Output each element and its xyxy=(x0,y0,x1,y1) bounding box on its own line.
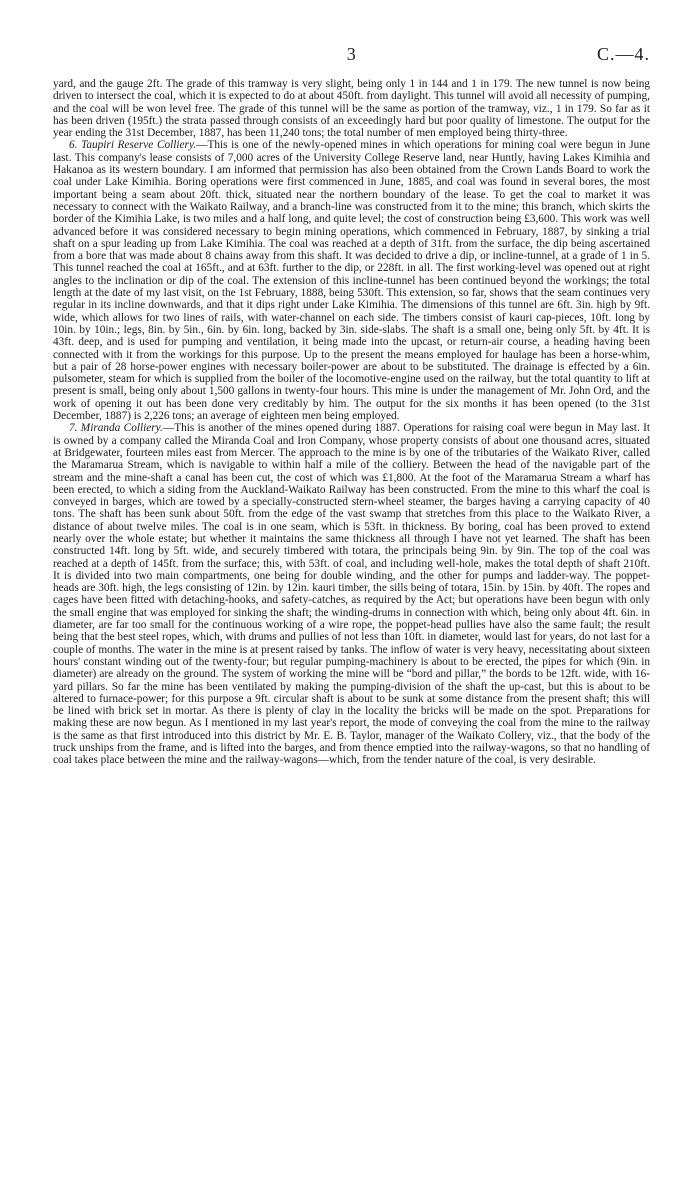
paragraph-tramway-continued xyxy=(53,78,650,139)
paragraph-text: yard, and the gauge 2ft. The grade of this tramway is very slight, being only 1 in 144 and 1 in 179. The new tunnel is now being driven to intersect the coal, which it is expected to do at about 450ft. from daylight. This tunnel will avoid all necessity of pumping, and the coal will be won level free. The grade of this tunnel will be the same as portion of the tramway, viz., 1 in 179. So far as it has been driven (195ft.) the strata passed through consists of an exceedingly hard but poor quality of limestone. The output for the year ending the 31st December, 1887, has been 11,240 tons; the total number of men employed being thirty-three. xyxy=(53,78,650,140)
page-number: 3 xyxy=(346,44,357,64)
page-header xyxy=(53,44,650,66)
paragraph-text: —This is another of the mines opened during 1887. Operations for raising coal were begun in May last. It is owned by a company called the Miranda Coal and Iron Company, whose property consists of about one thousand acres, situated at Bridgewater, fourteen miles east from Mercer. The approach to the mine is by one of the tributaries of the Waikato River, called the Maramarua Stream, which is navigable to within half a mile of the colliery. Between the head of the navigable part of the stream and the mine-shaft a canal has been cut, the cost of which was £1,800. At the foot of the Maramarua Stream a wharf has been erected, to which a siding from the Auckland-Waikato Railway has been constructed. From the mine to this wharf the coal is conveyed in barges, which are towed by a specially-constructed stern-wheel steamer, the barges having a carrying capacity of 40 tons. The shaft has been sunk about 50ft. from the edge of the vast swamp that stretches from this place to the Waikato River, a distance of about twelve miles. The coal is in one seam, which is 53ft. in thickness. By boring, coal has been proved to extend nearly over the whole estate; but whether it maintains the same thickness all through I have not yet learned. The shaft has been constructed 14ft. long by 5ft. wide, and securely timbered with totara, the principals being 9in. by 9in. The top of the coal was reached at a depth of 145ft. from the surface; this, with 53ft. of coal, and including well-hole, makes the total depth of shaft 210ft. It is divided into two main compartments, one being for double winding, and the other for pumps and ladder-way. The poppet-heads are 30ft. high, the legs consisting of 12in. by 12in. kauri timber, the sills being of totara, 15in. by 15in. by 40ft. The ropes and cages have been fitted with detaching-hooks, and safety-catches, as required by the Act; but operations have been begun with only the small engine that was employed for sinking the shaft; the winding-drums in connection with which, being only about 4ft. 6in. in diameter, are far too small for the continuous working of a wire rope, the poppet-head pullies have also the same fault; the result being that the best steel ropes, which, with drums and pullies of not less than 10ft. in diameter, would last for years, do not last for a couple of months. The water in the mine is at present raised by tanks. The inflow of water is very heavy, necessitating about sixteen hours' constant winding out of the twenty-four; but regular pumping-machinery is about to be erected, the pipes for which (9in. in diameter) are already on the ground. The system of working the mine will be “bord and pillar,” the bords to be 12ft. wide, with 16-yard pillars. So far the mine has been ventilated by making the pumping-division of the shaft the up-cast, but this is about to be altered to furnace-power; for this purpose a 9ft. circular shaft is about to be sunk at some distance from the present shaft; this will be lined with brick set in mortar. As there is plenty of clay in the locality the bricks will be made on the spot. Preparations for making these are now begun. As I mentioned in my last year's report, the mode of conveying the coal from the mine to the railway is the same as that first introduced into this district by Mr. E. B. Taylor, manager of the Waikato Collery, viz., that the body of the truck unships from the frame, and is lifted into the barges, and from thence emptied into the railway-wagons, so that no handling of coal takes place between the mine and the railway-wagons—which, from the tender nature of the coal, is very desirable. xyxy=(53,422,650,767)
body-text xyxy=(53,78,650,767)
document-reference: C.—4. xyxy=(596,44,650,64)
section-heading: 7. Miranda Colliery. xyxy=(69,422,163,435)
section-heading: 6. Taupiri Reserve Colliery. xyxy=(69,139,197,152)
paragraph-taupiri-reserve-colliery xyxy=(53,139,650,422)
paragraph-miranda-colliery xyxy=(53,422,650,766)
paragraph-text: —This is one of the newly-opened mines in which operations for mining coal were begun in June last. This company's lease consists of 7,000 acres of the University College Reserve land, near Huntly, having Lakes Kimihia and Hakanoa as its western boundary. I am informed that permission has also been obtained from the Crown Lands Board to work the coal under Lake Kimihia. Boring operations were first commenced in June, 1885, and coal was found in several bores, the most important being a seam about 20ft. thick, situated near the northern boundary of the lease. To get the coal to market it was necessary to connect with the Waikato Railway, and a branch-line was constructed from it to the mine; this branch, which skirts the border of the Kimihia Lake, is two miles and a half long, and quite level; the cost of construction being £3,600. This work was well advanced before it was considered necessary to begin mining operations, which commenced in February, 1887, by sinking a trial shaft on a spur leading up from Lake Kimihia. The coal was reached at a depth of 31ft. from the surface, the dip being ascertained from a bore that was made about 8 chains away from this shaft. It was decided to drive a dip, or incline-tunnel, at a grade of 1 in 5. This tunnel reached the coal at 165ft., and at 63ft. further to the dip, or 228ft. in all. The first working-level was opened out at right angles to the inclination or dip of the coal. The extension of this incline-tunnel has been continued beyond the workings; the total length at the date of my last visit, on the 1st February, 1888, being 530ft. This extension, so far, shows that the seam continues very regular in its incline downwards, and that it dips right under Lake Kimihia. The dimensions of this tunnel are 6ft. 3in. high by 9ft. wide, which allows for two lines of rails, with water-channel on each side. The timbers consist of kauri cap-pieces, 10ft. long by 10in. by 10in.; legs, 8in. by 5in., 6in. by 6in. long, backed by 3in. side-slabs. The shaft is a small one, being only 5ft. by 4ft. It is 43ft. deep, and is used for pumping and ventilation, it being made into the upcast, or return-air course, a heading having been connected with it from the workings for this purpose. Up to the present the means employed for haulage has been a horse-whim, but a pair of 28 horse-power engines with necessary boiler-power are about to be substituted. The drainage is effected by a 6in. pulsometer, steam for which is supplied from the boiler of the locomotive-engine used on the railway, but the total quantity to lift at present is small, being only about 1,500 gallons in twenty-four hours. This mine is under the management of Mr. John Ord, and the work of opening it out has been done very creditably by him. The output for the six months it has been opened (to the 31st December, 1887) is 2,226 tons; an average of eighteen men being employed. xyxy=(53,139,650,423)
